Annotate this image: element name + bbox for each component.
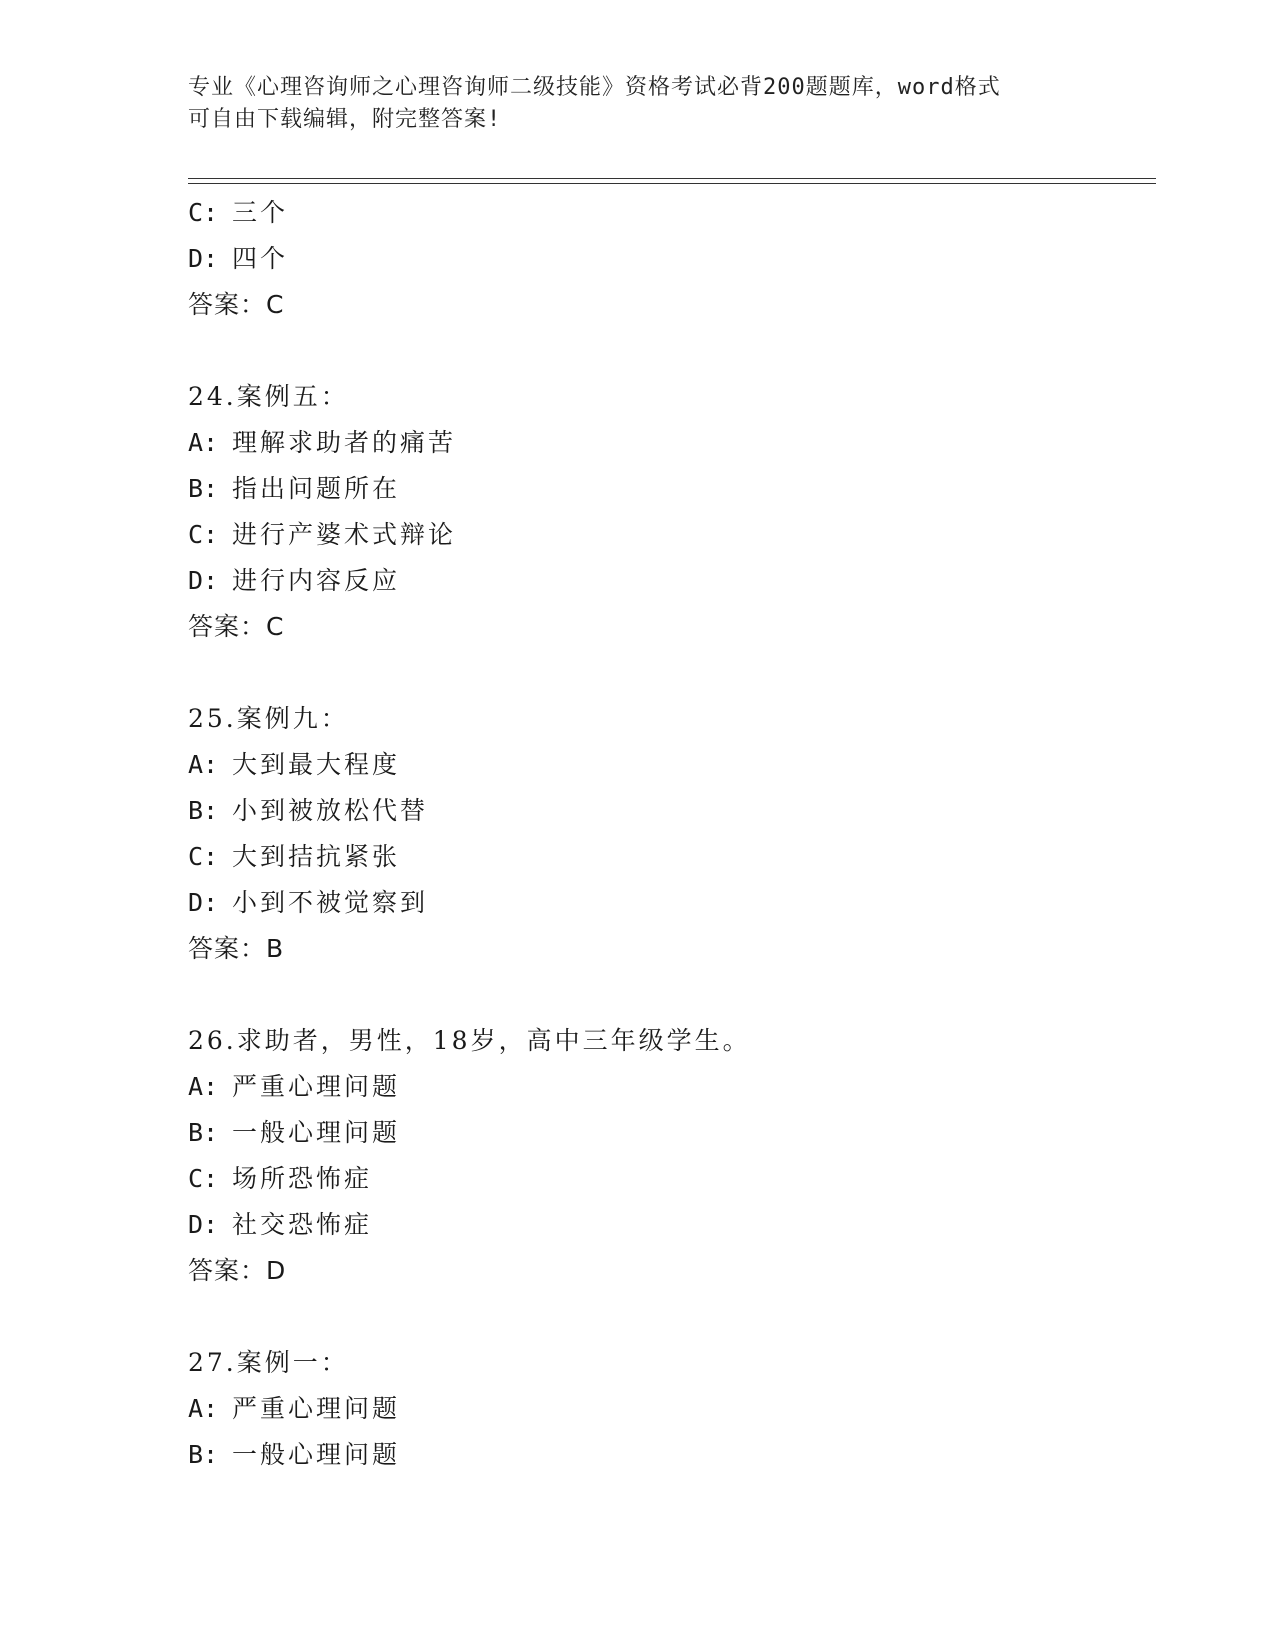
option-letter: C:: [188, 520, 219, 549]
option-text: 指出问题所在: [232, 474, 401, 503]
question-list: [188, 190, 1148, 1478]
header-line-2: 可自由下载编辑，附完整答案!: [188, 107, 502, 132]
option-text: 小到被放松代替: [232, 796, 429, 825]
option-letter: D:: [188, 244, 219, 273]
answer-line: 答案：D: [188, 1256, 287, 1285]
spacer: [188, 650, 1148, 696]
option-item: [188, 880, 1148, 926]
option-letter: C:: [188, 1164, 219, 1193]
question-stem: 25.案例九：: [188, 704, 349, 733]
option-letter: C:: [188, 842, 219, 871]
option-item: [188, 834, 1148, 880]
option-letter: D:: [188, 888, 219, 917]
spacer: [188, 1294, 1148, 1340]
option-letter: D:: [188, 1210, 219, 1239]
question-stem: 26.求助者，男性，18岁，高中三年级学生。: [188, 1026, 751, 1055]
header-line-1: 专业《心理咨询师之心理咨询师二级技能》资格考试必背200题题库，word格式: [188, 75, 1001, 100]
answer-line: 答案：C: [188, 612, 285, 641]
option-item: [188, 190, 1148, 236]
option-item: [188, 1064, 1148, 1110]
option-letter: D:: [188, 566, 219, 595]
option-text: 四个: [232, 244, 289, 273]
option-text: 社交恐怖症: [232, 1210, 373, 1239]
option-letter: A:: [188, 1394, 219, 1423]
option-item: [188, 1432, 1148, 1478]
option-text: 严重心理问题: [232, 1072, 401, 1101]
option-item: [188, 512, 1148, 558]
spacer: [188, 972, 1148, 1018]
option-text: 大到最大程度: [232, 750, 401, 779]
option-letter: B:: [188, 474, 219, 503]
option-text: 场所恐怖症: [232, 1164, 373, 1193]
option-item: [188, 420, 1148, 466]
question-stem: 24.案例五：: [188, 382, 349, 411]
option-letter: A:: [188, 750, 219, 779]
option-text: 三个: [232, 198, 289, 227]
option-item: [188, 558, 1148, 604]
option-text: 大到拮抗紧张: [232, 842, 401, 871]
document-header: [188, 72, 1068, 136]
answer-line: 答案：B: [188, 934, 285, 963]
option-item: [188, 1110, 1148, 1156]
option-text: 小到不被觉察到: [232, 888, 429, 917]
option-text: 进行内容反应: [232, 566, 401, 595]
option-letter: A:: [188, 428, 219, 457]
option-item: [188, 788, 1148, 834]
option-item: [188, 1156, 1148, 1202]
option-text: 进行产婆术式辩论: [232, 520, 457, 549]
question-stem: 27.案例一：: [188, 1348, 349, 1377]
option-item: [188, 742, 1148, 788]
header-divider-top: [188, 178, 1156, 179]
option-letter: B:: [188, 1440, 219, 1469]
option-text: 严重心理问题: [232, 1394, 401, 1423]
option-item: [188, 1202, 1148, 1248]
option-item: [188, 466, 1148, 512]
option-text: 一般心理问题: [232, 1118, 401, 1147]
option-letter: C:: [188, 198, 219, 227]
header-divider-bottom: [188, 183, 1156, 184]
spacer: [188, 328, 1148, 374]
answer-line: 答案：C: [188, 290, 285, 319]
option-letter: B:: [188, 1118, 219, 1147]
option-letter: B:: [188, 796, 219, 825]
option-item: [188, 1386, 1148, 1432]
option-text: 一般心理问题: [232, 1440, 401, 1469]
option-item: [188, 236, 1148, 282]
option-letter: A:: [188, 1072, 219, 1101]
option-text: 理解求助者的痛苦: [232, 428, 457, 457]
